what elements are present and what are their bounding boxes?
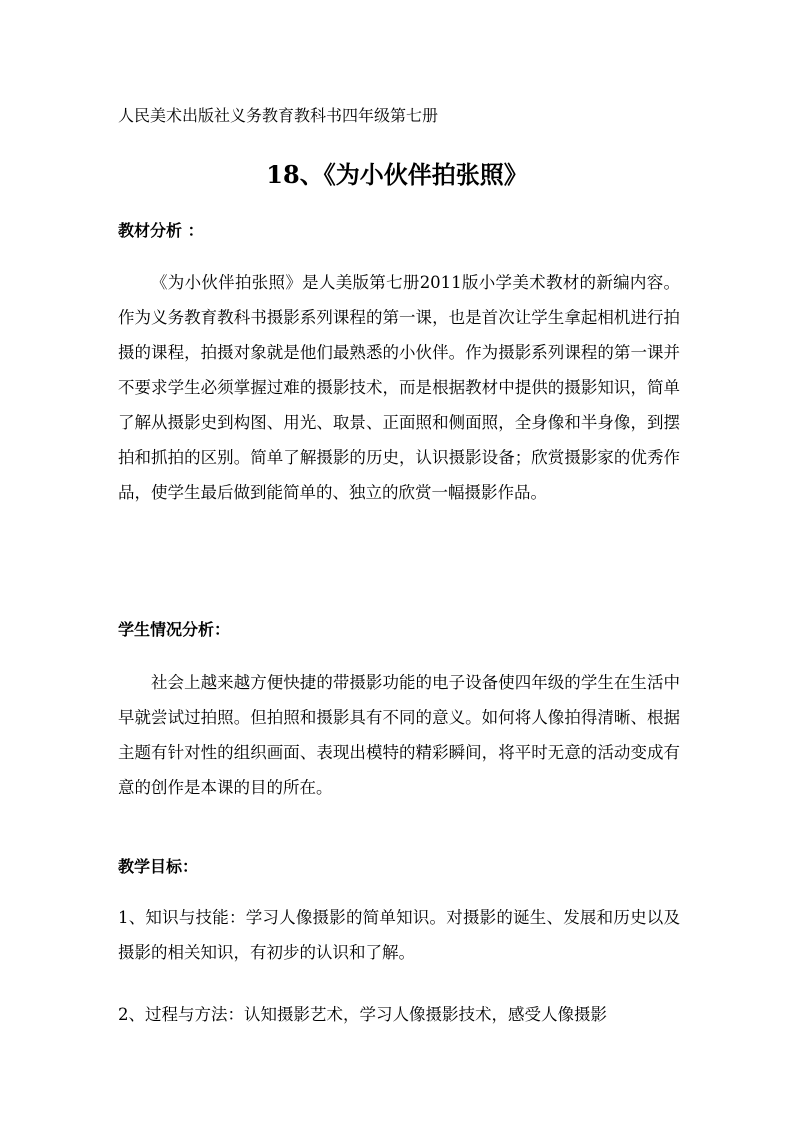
section-heading-textbook-analysis: 教材分析 ： bbox=[118, 221, 204, 240]
publisher-header: 人民美术出版社义务教育教科书四年级第七册 bbox=[118, 106, 439, 125]
paragraph-student-analysis: 社会上越来越方便快捷的带摄影功能的电子设备使四年级的学生在生活中早就尝试过拍照。但拍照和摄影具有不同的意义。如何将人像拍得清晰、根据主题有针对性的组织画面、表现出模特的精彩瞬间，将平时无意的活动变成有意的创作是本课的目的所在。 bbox=[118, 673, 680, 797]
section-heading-student-analysis: 学生情况分析： bbox=[118, 620, 231, 639]
goal-item-2: 2、过程与方法：认知摄影艺术，学习人像摄影技术，感受人像摄影 bbox=[118, 1005, 607, 1024]
goal-item-1: 1、知识与技能：学习人像摄影的简单知识。对摄影的诞生、发展和历史以及摄影的相关知识，有初步的认识和了解。 bbox=[118, 908, 680, 962]
paragraph-textbook-analysis: 《为小伙伴拍张照》是人美版第七册2011版小学美术教材的新编内容。作为义务教育教科书摄影系列课程的第一课，也是首次让学生拿起相机进行拍摄的课程，拍摄对象就是他们最熟悉的小伙伴。作为摄影系列课程的第一课并不要求学生必须掌握过难的摄影技术，而是根据教材中提供的摄影知识，简单了解从摄影史到构图、用光、取景、正面照和侧面照，全身像和半身像，到摆拍和抓拍的区别。简单了解摄影的历史，认识摄影设备；欣赏摄影家的优秀作品，使学生最后做到能简单的、独立的欣赏一幅摄影作品。 bbox=[118, 273, 680, 502]
lesson-title: 18、《为小伙伴拍张照》 bbox=[266, 160, 528, 189]
section-heading-teaching-goals: 教学目标： bbox=[118, 857, 199, 876]
